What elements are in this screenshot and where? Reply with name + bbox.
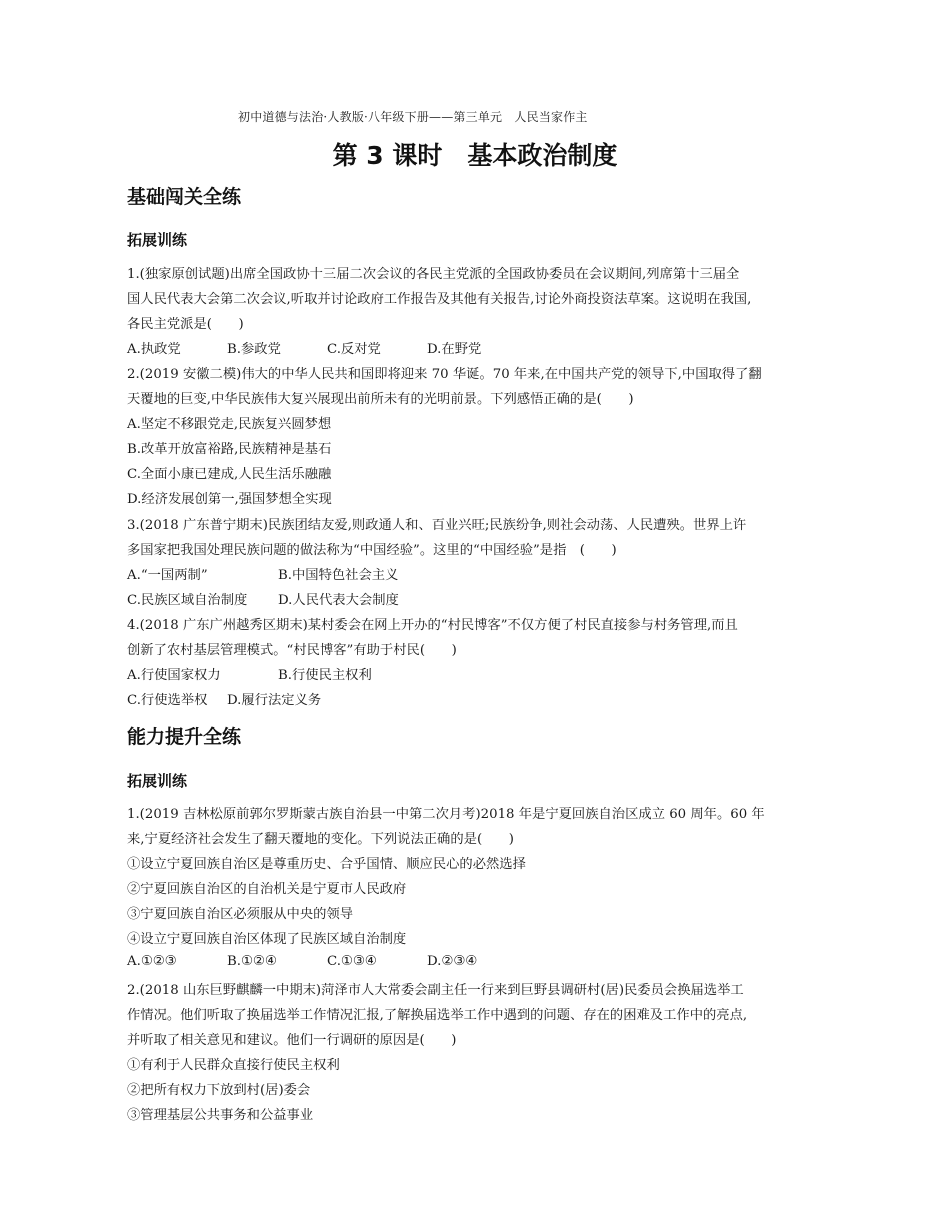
s2-q1-option-b: B.①②④ [227,954,277,969]
s1-q3-option-c: C.民族区域自治制度 [127,593,248,608]
s2-q1-line-2: 来,宁夏经济社会发生了翻天覆地的变化。下列说法正确的是( ) [127,832,514,847]
s2-q2-line-1: 2.(2018 山东巨野麒麟一中期末)菏泽市人大常委会副主任一行来到巨野县调研村(居)民委员会换届选举工 [127,983,744,998]
s1-q1-option-d: D.在野党 [427,342,482,357]
subheading-extension-2: 拓展训练 [127,772,188,790]
s2-q1-statement-3: ③宁夏回族自治区必须服从中央的领导 [127,907,354,922]
s1-q3-line-2: 多国家把我国处理民族问题的做法称为“中国经验”。这里的“中国经验”是指 ( ) [127,543,617,558]
s2-q1-option-c: C.①③④ [327,954,377,969]
s1-q1-option-c: C.反对党 [327,342,381,357]
s1-q3-options-row-2 [127,589,399,608]
s1-q3-options-row-1 [127,564,398,583]
s1-q4-option-b: B.行使民主权利 [278,668,372,683]
s1-q2-option-a: A.坚定不移跟党走,民族复兴圆梦想 [127,417,332,432]
page-title: 第 3 课时 基本政治制度 [332,141,618,170]
s1-q2-option-c: C.全面小康已建成,人民生活乐融融 [127,467,332,482]
s1-q3-option-b: B.中国特色社会主义 [278,568,399,583]
s2-q1-statement-1: ①设立宁夏回族自治区是尊重历史、合乎国情、顺应民心的必然选择 [127,857,526,872]
s2-q2-statement-3: ③管理基层公共事务和公益事业 [127,1108,314,1123]
document-header: 初中道德与法治·人教版·八年级下册——第三单元 人民当家作主 [238,110,588,124]
s1-q3-option-d: D.人民代表大会制度 [278,593,399,608]
section-heading-basic: 基础闯关全练 [127,186,242,208]
s1-q1-option-a: A.执政党 [127,342,181,357]
s2-q2-statement-2: ②把所有权力下放到村(居)委会 [127,1083,311,1098]
s2-q1-option-d: D.②③④ [427,954,478,969]
s1-q2-option-d: D.经济发展创第一,强国梦想全实现 [127,492,332,507]
section-heading-ability: 能力提升全练 [127,726,242,748]
s1-q1-line-3: 各民主党派是( ) [127,317,244,332]
s2-q1-statement-2: ②宁夏回族自治区的自治机关是宁夏市人民政府 [127,882,407,897]
s2-q1-option-a: A.①②③ [127,954,177,969]
s2-q2-line-2: 作情况。他们听取了换届选举工作情况汇报,了解换届选举工作中遇到的问题、存在的困难及工作中的亮点, [127,1008,748,1023]
s1-q2-option-b: B.改革开放富裕路,民族精神是基石 [127,442,332,457]
s2-q2-statement-1: ①有利于人民群众直接行使民主权利 [127,1058,340,1073]
s1-q4-option-a: A.行使国家权力 [127,668,221,683]
s1-q1-option-b: B.参政党 [227,342,281,357]
s2-q1-statement-4: ④设立宁夏回族自治区体现了民族区域自治制度 [127,932,407,947]
s2-q2-line-3: 并听取了相关意见和建议。他们一行调研的原因是( ) [127,1033,457,1048]
s1-q1-options [127,338,481,357]
s1-q2-line-1: 2.(2019 安徽二模)伟大的中华人民共和国即将迎来 70 华诞。70 年来,在中国共产党的领导下,中国取得了翻 [127,367,762,382]
s1-q1-line-1: 1.(独家原创试题)出席全国政协十三届二次会议的各民主党派的全国政协委员在会议期间,列席第十三届全 [127,267,740,282]
s1-q1-line-2: 国人民代表大会第二次会议,听取并讨论政府工作报告及其他有关报告,讨论外商投资法草案。这说明在我国, [127,292,752,307]
s1-q3-line-1: 3.(2018 广东普宁期末)民族团结友爱,则政通人和、百业兴旺;民族纷争,则社会动荡、人民遭殃。世界上许 [127,518,747,533]
subheading-extension-1: 拓展训练 [127,231,188,249]
s2-q1-line-1: 1.(2019 吉林松原前郭尔罗斯蒙古族自治县一中第二次月考)2018 年是宁夏回族自治区成立 60 周年。60 年 [127,807,765,822]
s1-q3-option-a: A.“一国两制” [127,568,208,583]
s1-q2-line-2: 天覆地的巨变,中华民族伟大复兴展现出前所未有的光明前景。下列感悟正确的是( ) [127,392,634,407]
s1-q4-line-2: 创新了农村基层管理模式。“村民博客”有助于村民( ) [127,643,457,658]
s1-q4-option-c: C.行使选举权 [127,693,208,708]
s2-q1-options [127,954,477,969]
s1-q4-line-1: 4.(2018 广东广州越秀区期末)某村委会在网上开办的“村民博客”不仅方便了村民直接参与村务管理,而且 [127,618,738,633]
s1-q4-options-row-2 [127,689,321,708]
s1-q4-options-row-1 [127,664,372,683]
s1-q4-option-d: D.履行法定义务 [227,693,322,708]
